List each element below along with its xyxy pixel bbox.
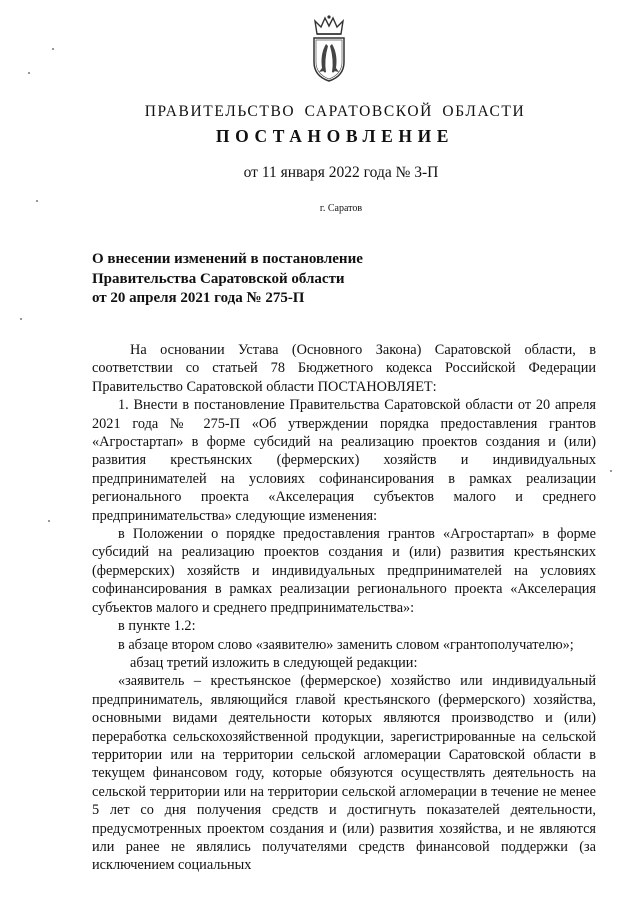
body-paragraph: «заявитель – крестьянское (фермерское) хозяйство или индивидуальный предприниматель, являющийся главой крестьянского (фермерского) хозяйства, основными видами деятельности которых являются производство и (или) переработка сельскохозяйственной продукции, зарегистрированные на сельской территории или на территории сельской агломерации Саратовской области в текущем финансовом году, которые обязуются осуществлять деятельность на сельской территории или на территории сельской агломерации в течение не менее 5 лет со дня получения средств и достигнуть показателей деятельности, предусмотренных проектом создания и (или) развития хозяйства, и не являются или ранее не являлись получателями средств финансовой поддержки (за исключением социальных xyxy=(92,673,596,874)
body-paragraph: в абзаце втором слово «заявителю» заменить словом «грантополучателю»; xyxy=(118,636,574,653)
body-paragraph: в пункте 1.2: xyxy=(118,618,196,635)
document-type-title: ПОСТАНОВЛЕНИЕ xyxy=(215,126,455,146)
government-name: ПРАВИТЕЛЬСТВО САРАТОВСКОЙ ОБЛАСТИ xyxy=(144,103,526,120)
document-date-number: от 11 января 2022 года № 3-П xyxy=(243,164,439,181)
body-paragraph: На основании Устава (Основного Закона) Саратовской области, в соответствии со статьей 78 Бюджетного кодекса Российской Федерации Правительство Саратовской области ПОСТАНОВЛЯЕТ: xyxy=(92,342,596,395)
document-city: г. Саратов xyxy=(319,203,363,214)
body-paragraph: абзац третий изложить в следующей редакции: xyxy=(130,654,418,671)
subject-line: О внесении изменений в постановление xyxy=(92,251,363,267)
subject-line: Правительства Саратовской области xyxy=(92,270,345,287)
document-body xyxy=(92,341,596,875)
document-subject xyxy=(92,250,412,309)
coat-of-arms-icon xyxy=(302,14,356,84)
subject-line: от 20 апреля 2021 года № 275-П xyxy=(92,290,305,306)
body-paragraph: в Положении о порядке предоставления грантов «Агростартап» в форме субсидий на реализацию проектов создания и (или) развития крестьянских (фермерских) хозяйств и индивидуальных предпринимателей на условиях софинансирования в рамках реализации регионального проекта «Акселерация субъектов малого и среднего предпринимательства»: xyxy=(92,526,596,616)
body-paragraph: 1. Внести в постановление Правительства Саратовской области от 20 апреля 2021 года № 275-П «Об утверждении порядка предоставления грантов «Агростартап» в форме субсидий на реализацию проектов создания и (или) развития крестьянских (фермерских) хозяйств и индивидуальных предпринимателей на условиях софинансирования в рамках реализации регионального проекта «Акселерация субъектов малого и среднего предпринимательства» следующие изменения: xyxy=(92,397,596,524)
